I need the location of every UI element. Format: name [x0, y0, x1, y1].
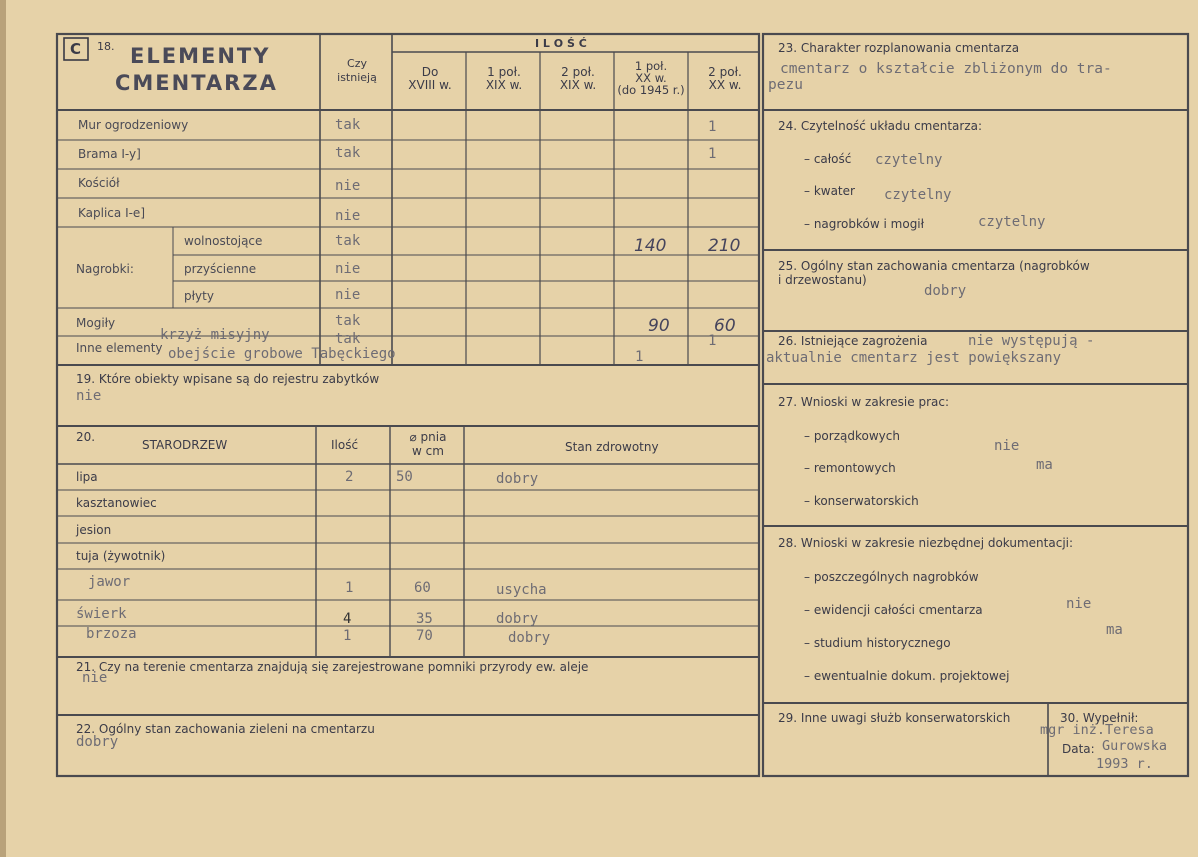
- s24-value-nagrobkow: czytelny: [978, 214, 1046, 230]
- tree-name-lipa: lipa: [76, 470, 98, 484]
- s24-item-calosc: – całość: [804, 152, 852, 166]
- s30-label: 30. Wypełnił:: [1060, 711, 1139, 725]
- s23-label: 23. Charakter rozplanowania cmentarza: [778, 41, 1020, 55]
- tree-name-kasztanowiec: kasztanowiec: [76, 496, 157, 510]
- row-exists-kosciol: nie: [335, 178, 361, 194]
- s22-label: 22. Ogólny stan zachowania zieleni na cmentarzu: [76, 722, 375, 736]
- s24-value-kwater: czytelny: [884, 187, 952, 203]
- tree-count-jawor: 1: [345, 580, 354, 596]
- s21-label: 21. Czy na terenie cmentarza znajdują się zarejestrowane pomniki przyrody ew. aleje: [76, 660, 589, 674]
- row-label-kosciol: Kościół: [78, 176, 120, 190]
- tree-health-swierk: dobry: [496, 611, 539, 627]
- row-exists-kaplica: nie: [335, 208, 361, 224]
- s28-item-projektowej: – ewentualnie dokum. projektowej: [804, 669, 1010, 683]
- s26-line1: nie występują -: [968, 333, 1095, 349]
- inne-line2: obejście grobowe Tabęckiego: [168, 346, 396, 362]
- s20-col-count: Ilość: [331, 438, 359, 452]
- mogily-exists: tak: [335, 313, 361, 329]
- col-2xix: 2 poł. XIX w.: [559, 65, 597, 92]
- s29-label: 29. Inne uwagi służb konserwatorskich: [778, 711, 1011, 725]
- s27-value1: nie: [994, 438, 1020, 454]
- nagrobki-wolnostojace-c4: 140: [634, 236, 667, 256]
- card-letter: C: [70, 40, 82, 58]
- tree-name-brzoza: brzoza: [86, 626, 137, 642]
- row-label-mur: Mur ogrodzeniowy: [78, 118, 189, 132]
- nagrobki-label: Nagrobki:: [76, 262, 134, 276]
- s22-value: dobry: [76, 734, 119, 750]
- tree-name-tuja: tuja (żywotnik): [76, 549, 166, 563]
- row-label-brama: Brama I-y]: [78, 147, 141, 161]
- mogily-label: Mogiły: [76, 316, 116, 330]
- mogily-c4: 90: [648, 316, 670, 336]
- s30-date: 1993 r.: [1096, 756, 1153, 772]
- s27-label: 27. Wnioski w zakresie prac:: [778, 395, 950, 409]
- nagrobki-plyty: płyty: [184, 289, 214, 303]
- s28-value2: ma: [1106, 622, 1123, 638]
- s25-label2: i drzewostanu): [778, 273, 867, 287]
- s30-name1: mgr inż.Teresa: [1040, 722, 1154, 738]
- nagrobki-wolnostojace-exists: tak: [335, 233, 361, 249]
- ilosc-header: I L O Ś Ć: [535, 37, 587, 50]
- s21-value: nie: [82, 670, 108, 686]
- s20-number: 20.: [76, 430, 96, 444]
- tree-diam-swierk: 35: [416, 611, 433, 627]
- s20-col-diam: ⌀ pnia w cm: [409, 430, 447, 458]
- tree-count-swierk: 4: [343, 611, 352, 627]
- row-c5-brama: 1: [708, 146, 717, 162]
- s25-value: dobry: [924, 283, 967, 299]
- tree-name-jawor: jawor: [88, 574, 131, 590]
- inne-exists: tak: [335, 331, 361, 347]
- tree-diam-lipa: 50: [396, 469, 413, 485]
- inne-c4: 1: [635, 349, 644, 365]
- tree-name-jesion: jesion: [76, 523, 112, 537]
- row-c5-mur: 1: [708, 119, 717, 135]
- s28-item-studium: – studium historycznego: [804, 636, 951, 650]
- s23-line1: cmentarz o kształcie zbliżonym do tra-: [780, 61, 1112, 77]
- s28-value1: nie: [1066, 596, 1092, 612]
- tree-name-swierk: świerk: [76, 606, 127, 622]
- s30-name2: Gurowska: [1102, 738, 1168, 754]
- row-exists-brama: tak: [335, 145, 361, 161]
- nagrobki-plyty-exists: nie: [335, 287, 361, 303]
- s24-item-nagrobkow: – nagrobków i mogił: [804, 217, 925, 231]
- s30-date-label: Data:: [1062, 742, 1095, 756]
- section-number-18: 18.: [97, 40, 115, 53]
- inne-line1: krzyż misyjny: [160, 327, 270, 343]
- title-line2: CMENTARZA: [115, 71, 278, 95]
- nagrobki-przyscienne: przyścienne: [184, 262, 257, 276]
- col-2xx: 2 poł. XX w.: [708, 65, 742, 92]
- nagrobki-przyscienne-exists: nie: [335, 261, 361, 277]
- col-1xx: 1 poł. XX w. (do 1945 r.): [617, 59, 685, 97]
- row-label-kaplica: Kaplica I-e]: [78, 206, 145, 220]
- nagrobki-wolnostojace-c5: 210: [708, 236, 741, 256]
- s27-item-remontowych: – remontowych: [804, 461, 896, 475]
- tree-health-lipa: dobry: [496, 471, 539, 487]
- s26-line2: aktualnie cmentarz jest powiększany: [766, 350, 1062, 366]
- inne-c5: 1: [708, 333, 717, 349]
- s19-value: nie: [76, 388, 102, 404]
- tree-count-brzoza: 1: [343, 628, 352, 644]
- col-xviii: Do XVIII w.: [408, 65, 452, 92]
- s24-label: 24. Czytelność układu cmentarza:: [778, 119, 983, 133]
- s27-item-porzadkowych: – porządkowych: [804, 429, 900, 443]
- s23-line2: pezu: [768, 77, 803, 93]
- s27-value2: ma: [1036, 457, 1053, 473]
- s27-item-konserwatorskich: – konserwatorskich: [804, 494, 919, 508]
- s28-item-ewidencji: – ewidencji całości cmentarza: [804, 603, 983, 617]
- tree-count-lipa: 2: [345, 469, 354, 485]
- tree-diam-jawor: 60: [414, 580, 431, 596]
- s25-label1: 25. Ogólny stan zachowania cmentarza (nagrobków: [778, 259, 1090, 273]
- s20-col-health: Stan zdrowotny: [565, 440, 659, 454]
- col-1xix: 1 poł. XIX w.: [485, 65, 523, 92]
- inne-label: Inne elementy: [76, 341, 163, 355]
- tree-health-brzoza: dobry: [508, 630, 551, 646]
- tree-diam-brzoza: 70: [416, 628, 433, 644]
- s20-col-name: STARODRZEW: [142, 438, 228, 452]
- s28-label: 28. Wnioski w zakresie niezbędnej dokumentacji:: [778, 536, 1074, 550]
- nagrobki-wolnostojace: wolnostojące: [184, 234, 263, 248]
- mogily-c5: 60: [714, 316, 736, 336]
- tree-health-jawor: usycha: [496, 582, 547, 598]
- row-exists-mur: tak: [335, 117, 361, 133]
- col-exists-header: Czy istnieją: [337, 57, 377, 84]
- s28-item-nagrobkow: – poszczególnych nagrobków: [804, 570, 979, 584]
- title-line1: ELEMENTY: [130, 44, 271, 68]
- s26-label: 26. Istniejące zagrożenia: [778, 334, 928, 348]
- s24-item-kwater: – kwater: [804, 184, 855, 198]
- s19-label: 19. Które obiekty wpisane są do rejestru zabytków: [76, 372, 380, 386]
- s24-value-calosc: czytelny: [875, 152, 943, 168]
